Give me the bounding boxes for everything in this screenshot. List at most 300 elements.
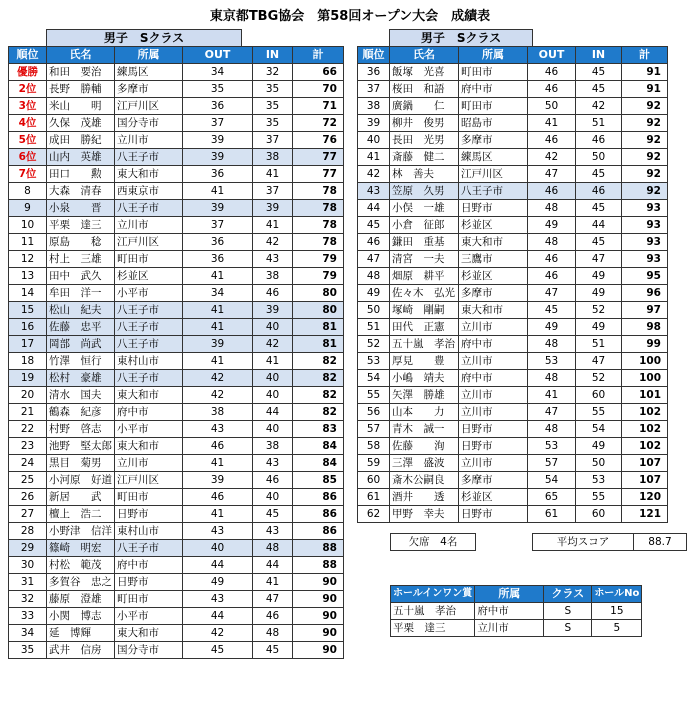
- rank-cell: 27: [9, 506, 47, 523]
- club-cell: 日野市: [459, 506, 528, 523]
- header-out: OUT: [183, 47, 253, 64]
- header-award: ホールインワン賞: [391, 586, 475, 603]
- name-cell: 五十嵐 孝治: [391, 603, 475, 620]
- name-cell: 田代 正憲: [390, 319, 459, 336]
- name-cell: 清宮 一夫: [390, 251, 459, 268]
- table-row: [9, 608, 344, 625]
- total-cell: 107: [622, 455, 668, 472]
- total-cell: 78: [293, 183, 344, 200]
- table-row: [9, 574, 344, 591]
- out-cell: 48: [528, 336, 576, 353]
- in-cell: 37: [253, 132, 293, 149]
- rank-cell: 45: [358, 217, 390, 234]
- table-row: [358, 132, 668, 149]
- rank-cell: 30: [9, 557, 47, 574]
- out-cell: 39: [183, 472, 253, 489]
- table-row: [9, 625, 344, 642]
- out-cell: 43: [183, 421, 253, 438]
- class-label-right: 男子 Sクラス: [389, 29, 533, 46]
- in-cell: 46: [253, 608, 293, 625]
- name-cell: 桜田 和語: [390, 81, 459, 98]
- club-cell: 日野市: [115, 574, 183, 591]
- total-cell: 77: [293, 166, 344, 183]
- table-row: [9, 302, 344, 319]
- table-row: [358, 183, 668, 200]
- in-cell: 47: [576, 353, 622, 370]
- total-cell: 98: [622, 319, 668, 336]
- hole-in-one-row: [391, 603, 642, 620]
- club-cell: 昭島市: [459, 115, 528, 132]
- rank-cell: 5位: [9, 132, 47, 149]
- in-cell: 43: [253, 251, 293, 268]
- in-cell: 48: [253, 625, 293, 642]
- table-row: [358, 166, 668, 183]
- club-cell: 小平市: [115, 285, 183, 302]
- rank-cell: 61: [358, 489, 390, 506]
- total-cell: 102: [622, 404, 668, 421]
- in-cell: 48: [253, 540, 293, 557]
- in-cell: 49: [576, 285, 622, 302]
- name-cell: 大森 清春: [47, 183, 115, 200]
- header-total: 計: [622, 47, 668, 64]
- club-cell: 多摩市: [115, 81, 183, 98]
- rank-cell: 49: [358, 285, 390, 302]
- table-row: [358, 217, 668, 234]
- in-cell: 55: [576, 489, 622, 506]
- club-cell: 町田市: [115, 251, 183, 268]
- name-cell: 村松 範茂: [47, 557, 115, 574]
- table-row: [9, 387, 344, 404]
- name-cell: 山本 力: [390, 404, 459, 421]
- club-cell: 立川市: [115, 455, 183, 472]
- out-cell: 38: [183, 404, 253, 421]
- club-cell: 立川市: [459, 404, 528, 421]
- rank-cell: 47: [358, 251, 390, 268]
- in-cell: 46: [576, 132, 622, 149]
- table-row: [9, 455, 344, 472]
- out-cell: 45: [528, 302, 576, 319]
- club-cell: 八王子市: [115, 336, 183, 353]
- total-cell: 71: [293, 98, 344, 115]
- rank-cell: 53: [358, 353, 390, 370]
- in-cell: 47: [253, 591, 293, 608]
- table-row: [9, 115, 344, 132]
- average-score-value: 88.7: [648, 536, 672, 548]
- total-cell: 93: [622, 200, 668, 217]
- page-title: 東京都TBG協会 第58回オープン大会 成績表: [209, 9, 491, 24]
- out-cell: 42: [183, 387, 253, 404]
- table-row: [9, 234, 344, 251]
- out-cell: 36: [183, 234, 253, 251]
- table-row: [358, 149, 668, 166]
- out-cell: 46: [528, 64, 576, 81]
- total-cell: 92: [622, 132, 668, 149]
- name-cell: 酒井 透: [390, 489, 459, 506]
- total-cell: 91: [622, 64, 668, 81]
- name-cell: 廣鍋 仁: [390, 98, 459, 115]
- name-cell: 佐藤 洵: [390, 438, 459, 455]
- table-row: [9, 319, 344, 336]
- name-cell: 小関 博志: [47, 608, 115, 625]
- rank-cell: 25: [9, 472, 47, 489]
- out-cell: 41: [528, 115, 576, 132]
- name-cell: 鎌田 重基: [390, 234, 459, 251]
- name-cell: 小嶋 靖夫: [390, 370, 459, 387]
- club-cell: 八王子市: [115, 302, 183, 319]
- out-cell: 41: [183, 455, 253, 472]
- rank-cell: 32: [9, 591, 47, 608]
- name-cell: 竹澤 恒行: [47, 353, 115, 370]
- rank-cell: 11: [9, 234, 47, 251]
- in-cell: 46: [253, 285, 293, 302]
- total-cell: 93: [622, 251, 668, 268]
- club-cell: 杉並区: [459, 489, 528, 506]
- club-cell: 東大和市: [115, 387, 183, 404]
- club-cell: 東大和市: [115, 438, 183, 455]
- rank-cell: 35: [9, 642, 47, 659]
- club-cell: 立川市: [459, 455, 528, 472]
- club-cell: 府中市: [459, 370, 528, 387]
- club-cell: 江戸川区: [115, 234, 183, 251]
- table-row: [9, 183, 344, 200]
- name-cell: 小野津 信洋: [47, 523, 115, 540]
- in-cell: 42: [253, 234, 293, 251]
- out-cell: 45: [183, 642, 253, 659]
- rank-cell: 48: [358, 268, 390, 285]
- out-cell: 41: [528, 387, 576, 404]
- name-cell: 斎木公嗣良: [390, 472, 459, 489]
- out-cell: 57: [528, 455, 576, 472]
- in-cell: 44: [576, 217, 622, 234]
- total-cell: 86: [293, 489, 344, 506]
- out-cell: 44: [183, 608, 253, 625]
- in-cell: 45: [576, 64, 622, 81]
- club-cell: 東大和市: [115, 166, 183, 183]
- in-cell: 40: [253, 319, 293, 336]
- out-cell: 50: [528, 98, 576, 115]
- name-cell: 平栗 達三: [391, 620, 475, 637]
- in-cell: 40: [253, 387, 293, 404]
- rank-cell: 62: [358, 506, 390, 523]
- name-cell: 牟田 洋一: [47, 285, 115, 302]
- rank-cell: 34: [9, 625, 47, 642]
- total-cell: 83: [293, 421, 344, 438]
- rank-cell: 54: [358, 370, 390, 387]
- table-row: [358, 268, 668, 285]
- name-cell: 成田 勝紀: [47, 132, 115, 149]
- rank-cell: 7位: [9, 166, 47, 183]
- club-cell: 練馬区: [459, 149, 528, 166]
- club-cell: 江戸川区: [459, 166, 528, 183]
- table-row: [358, 353, 668, 370]
- table-row: [358, 506, 668, 523]
- out-cell: 39: [183, 132, 253, 149]
- header-hole: ホールNo: [592, 586, 642, 603]
- club-cell: 日野市: [459, 421, 528, 438]
- in-cell: 55: [576, 404, 622, 421]
- club-cell: 多摩市: [459, 285, 528, 302]
- total-cell: 121: [622, 506, 668, 523]
- in-cell: 39: [253, 200, 293, 217]
- total-cell: 78: [293, 217, 344, 234]
- in-cell: 35: [253, 98, 293, 115]
- header-class: クラス: [544, 586, 592, 603]
- out-cell: 36: [183, 251, 253, 268]
- table-row: [9, 370, 344, 387]
- out-cell: 46: [528, 81, 576, 98]
- header-name: 氏名: [390, 47, 459, 64]
- total-cell: 70: [293, 81, 344, 98]
- table-row: [9, 540, 344, 557]
- rank-cell: 60: [358, 472, 390, 489]
- rank-cell: 17: [9, 336, 47, 353]
- table-row: [358, 404, 668, 421]
- total-cell: 77: [293, 149, 344, 166]
- name-cell: 塚崎 剛嗣: [390, 302, 459, 319]
- out-cell: 49: [528, 319, 576, 336]
- absent-count: 欠席 4名: [390, 533, 476, 551]
- total-cell: 100: [622, 353, 668, 370]
- total-cell: 82: [293, 370, 344, 387]
- name-cell: 平栗 達三: [47, 217, 115, 234]
- total-cell: 100: [622, 370, 668, 387]
- table-row: [358, 115, 668, 132]
- rank-cell: 22: [9, 421, 47, 438]
- out-cell: 48: [528, 421, 576, 438]
- in-cell: 46: [576, 183, 622, 200]
- out-cell: 41: [183, 506, 253, 523]
- total-cell: 80: [293, 302, 344, 319]
- table-row: [358, 489, 668, 506]
- table-row: [9, 336, 344, 353]
- table-row: [358, 64, 668, 81]
- name-cell: 檀上 浩二: [47, 506, 115, 523]
- name-cell: 小河原 好道: [47, 472, 115, 489]
- table-row: [9, 438, 344, 455]
- in-cell: 39: [253, 302, 293, 319]
- rank-cell: 55: [358, 387, 390, 404]
- name-cell: 矢澤 勝雄: [390, 387, 459, 404]
- rank-cell: 44: [358, 200, 390, 217]
- table-row: [9, 217, 344, 234]
- club-cell: 国分寺市: [115, 115, 183, 132]
- club-cell: 小平市: [115, 421, 183, 438]
- out-cell: 46: [183, 489, 253, 506]
- rank-cell: 36: [358, 64, 390, 81]
- in-cell: 60: [576, 387, 622, 404]
- table-row: [9, 523, 344, 540]
- in-cell: 42: [576, 98, 622, 115]
- rank-cell: 26: [9, 489, 47, 506]
- rank-cell: 12: [9, 251, 47, 268]
- out-cell: 48: [528, 370, 576, 387]
- name-cell: 清水 国夫: [47, 387, 115, 404]
- table-row: [9, 268, 344, 285]
- rank-cell: 42: [358, 166, 390, 183]
- total-cell: 92: [622, 98, 668, 115]
- table-row: [9, 285, 344, 302]
- out-cell: 46: [528, 251, 576, 268]
- rank-cell: 19: [9, 370, 47, 387]
- in-cell: 40: [253, 370, 293, 387]
- out-cell: 48: [528, 200, 576, 217]
- class-label-left: 男子 Sクラス: [46, 29, 242, 46]
- club-cell: 日野市: [459, 200, 528, 217]
- club-cell: 国分寺市: [115, 642, 183, 659]
- total-cell: 84: [293, 455, 344, 472]
- club-cell: 立川市: [115, 132, 183, 149]
- table-row: [9, 166, 344, 183]
- out-cell: 42: [183, 370, 253, 387]
- total-cell: 78: [293, 234, 344, 251]
- club-cell: 小平市: [115, 608, 183, 625]
- table-row: [9, 251, 344, 268]
- club-cell: 東大和市: [459, 234, 528, 251]
- name-cell: 林 善夫: [390, 166, 459, 183]
- club-cell: 東村山市: [115, 353, 183, 370]
- name-cell: 原島 稔: [47, 234, 115, 251]
- rank-cell: 13: [9, 268, 47, 285]
- club-cell: 西東京市: [115, 183, 183, 200]
- name-cell: 柳井 俊男: [390, 115, 459, 132]
- out-cell: 48: [528, 234, 576, 251]
- in-cell: 49: [576, 438, 622, 455]
- table-row: [9, 64, 344, 81]
- rank-cell: 39: [358, 115, 390, 132]
- name-cell: 藤原 澄雄: [47, 591, 115, 608]
- class-cell: S: [544, 603, 592, 620]
- in-cell: 51: [576, 336, 622, 353]
- total-cell: 97: [622, 302, 668, 319]
- hole-in-one-row: [391, 620, 642, 637]
- header-club: 所属: [115, 47, 183, 64]
- name-cell: 青木 誠一: [390, 421, 459, 438]
- rank-cell: 23: [9, 438, 47, 455]
- name-cell: 村上 三雄: [47, 251, 115, 268]
- name-cell: 小俣 一雄: [390, 200, 459, 217]
- rank-cell: 18: [9, 353, 47, 370]
- table-row: [358, 319, 668, 336]
- out-cell: 43: [183, 523, 253, 540]
- total-cell: 92: [622, 115, 668, 132]
- rank-cell: 15: [9, 302, 47, 319]
- name-cell: 佐藤 忠平: [47, 319, 115, 336]
- in-cell: 43: [253, 455, 293, 472]
- in-cell: 32: [253, 64, 293, 81]
- club-cell: 町田市: [459, 64, 528, 81]
- total-cell: 102: [622, 438, 668, 455]
- in-cell: 44: [253, 404, 293, 421]
- rank-cell: 16: [9, 319, 47, 336]
- total-cell: 102: [622, 421, 668, 438]
- table-row: [358, 98, 668, 115]
- table-row: [358, 370, 668, 387]
- club-cell: 八王子市: [115, 200, 183, 217]
- club-cell: 八王子市: [115, 319, 183, 336]
- club-cell: 府中市: [475, 603, 544, 620]
- total-cell: 93: [622, 234, 668, 251]
- club-cell: 多摩市: [459, 472, 528, 489]
- out-cell: 39: [183, 149, 253, 166]
- total-cell: 96: [622, 285, 668, 302]
- table-row: [9, 353, 344, 370]
- name-cell: 佐々木 弘光: [390, 285, 459, 302]
- total-cell: 72: [293, 115, 344, 132]
- total-cell: 86: [293, 523, 344, 540]
- rank-cell: 29: [9, 540, 47, 557]
- table-row: [358, 234, 668, 251]
- out-cell: 41: [183, 353, 253, 370]
- total-cell: 82: [293, 353, 344, 370]
- club-cell: 杉並区: [459, 217, 528, 234]
- out-cell: 41: [183, 302, 253, 319]
- name-cell: 黒目 菊男: [47, 455, 115, 472]
- club-cell: 多摩市: [459, 132, 528, 149]
- out-cell: 53: [528, 353, 576, 370]
- total-cell: 90: [293, 625, 344, 642]
- in-cell: 45: [576, 200, 622, 217]
- club-cell: 八王子市: [459, 183, 528, 200]
- table-row: [9, 642, 344, 659]
- out-cell: 36: [183, 98, 253, 115]
- total-cell: 82: [293, 404, 344, 421]
- total-cell: 81: [293, 319, 344, 336]
- average-score-box: [532, 533, 687, 551]
- table-row: [9, 404, 344, 421]
- total-cell: 76: [293, 132, 344, 149]
- total-cell: 92: [622, 183, 668, 200]
- table-row: [358, 438, 668, 455]
- in-cell: 52: [576, 302, 622, 319]
- average-score-label: 平均スコア: [533, 534, 634, 550]
- in-cell: 60: [576, 506, 622, 523]
- in-cell: 41: [253, 217, 293, 234]
- in-cell: 54: [576, 421, 622, 438]
- table-row: [358, 455, 668, 472]
- hole-in-one-header-row: [391, 586, 642, 603]
- total-cell: 80: [293, 285, 344, 302]
- header-out: OUT: [528, 47, 576, 64]
- club-cell: 練馬区: [115, 64, 183, 81]
- name-cell: 村野 啓志: [47, 421, 115, 438]
- club-cell: 杉並区: [115, 268, 183, 285]
- total-cell: 84: [293, 438, 344, 455]
- name-cell: 篠崎 明宏: [47, 540, 115, 557]
- in-cell: 37: [253, 183, 293, 200]
- name-cell: 厚見 豊: [390, 353, 459, 370]
- club-cell: 東大和市: [459, 302, 528, 319]
- in-cell: 45: [576, 81, 622, 98]
- club-cell: 町田市: [115, 489, 183, 506]
- club-cell: 立川市: [459, 353, 528, 370]
- in-cell: 45: [576, 166, 622, 183]
- header-club: 所属: [459, 47, 528, 64]
- out-cell: 37: [183, 217, 253, 234]
- club-cell: 三鷹市: [459, 251, 528, 268]
- out-cell: 40: [183, 540, 253, 557]
- name-cell: 多賀谷 忠之: [47, 574, 115, 591]
- rank-cell: 8: [9, 183, 47, 200]
- in-cell: 46: [253, 472, 293, 489]
- in-cell: 49: [576, 319, 622, 336]
- name-cell: 岡部 尚武: [47, 336, 115, 353]
- in-cell: 41: [253, 166, 293, 183]
- rank-cell: 20: [9, 387, 47, 404]
- out-cell: 54: [528, 472, 576, 489]
- in-cell: 47: [576, 251, 622, 268]
- table-row: [358, 285, 668, 302]
- out-cell: 47: [528, 285, 576, 302]
